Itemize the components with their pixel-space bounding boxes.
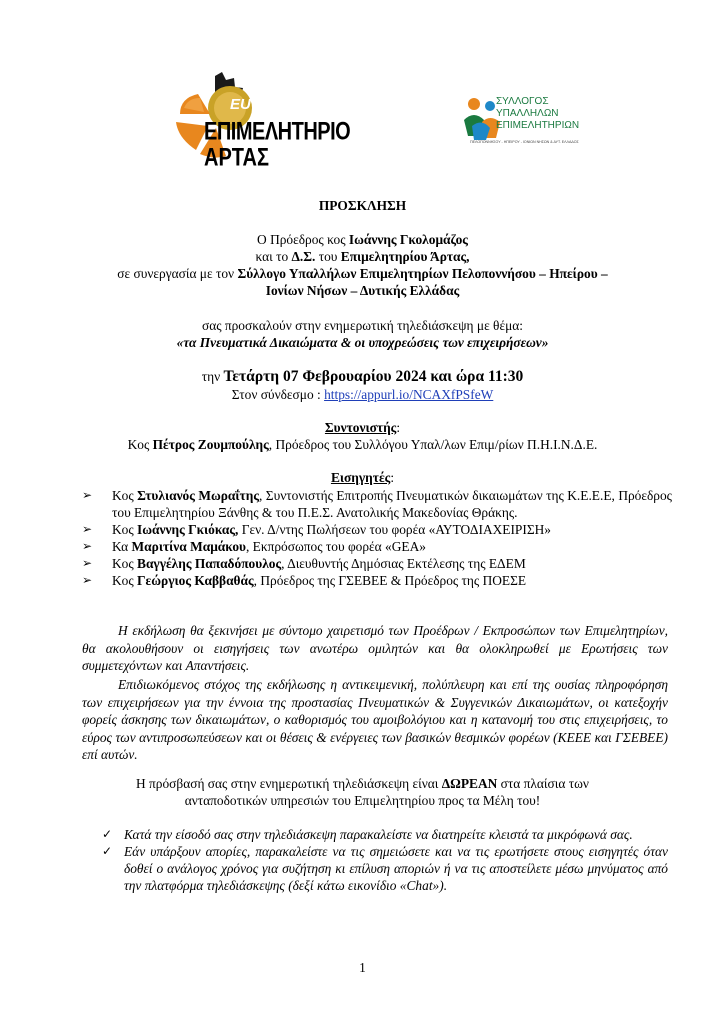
intro-line-2 [60,249,665,265]
association-logo-text-2: ΥΠΑΛΛΗΛΩΝ [496,108,559,119]
page-title: ΠΡΟΣΚΛΗΣΗ [318,198,407,213]
association-logo-text-1: ΣΥΛΛΟΓΟΣ [496,96,549,107]
speaker-item: ➢ Κος Ιωάννης Γκιόκας, Γεν. Δ/ντης Πωλήσεων του φορέα «ΑΥΤΟΔΙΑΧΕΙΡΙΣΗ» [82,522,551,537]
intro-line-3 [60,266,665,282]
free-label: ΔΩΡΕΑΝ [441,776,498,791]
page-number: 1 [359,960,366,975]
meeting-link[interactable]: https://appurl.io/NCAXfPSfeW [324,387,494,402]
checkmark-icon: ✓ [102,827,113,841]
chamber-logo [150,68,360,172]
event-date [60,368,665,386]
speaker-item: ➢ Κος Στυλιανός Μωραΐτης, Συντονιστής Επιτροπής Πνευματικών δικαιωμάτων της Κ.Ε.Ε.Ε, Πρόεδρος του Επιμελητηρίου Ξάνθης & του Π.Ε.Σ. Ανατολικής Μακεδονίας Θράκης. [82,488,672,520]
president-name: Ιωάννης Γκολομάζος [348,232,468,247]
date-value: Τετάρτη 07 Φεβρουαρίου 2024 και ώρα 11:30 [223,368,524,385]
arrow-bullet-icon: ➢ [82,522,93,536]
intro-text: Ο Πρόεδρος κος [257,232,349,247]
coordinator-line [60,437,665,453]
title-prefix: Κος [127,437,153,452]
chamber-logo-text-2: ΑΡΤΑΣ [204,144,269,172]
note-item: ✓ Εάν υπάρξουν απορίες, παρακαλείστε να τις σημειώσετε και να τις ερωτήσετε στους εισηγητές όταν δοθεί ο ανάλογος χρόνος για συζήτηση κι επίλυση αποριών ή να τις αποστείλετε μέσω μηνύματος από την πλατφόρμα τηλεδιάσκεψης (δεξί κάτω εικονίδιο «Chat»). [102,844,668,893]
intro-line-4: Ιονίων Νήσων – Δυτικής Ελλάδας [265,283,460,298]
access-line-2: ανταποδοτικών υπηρεσιών του Επιμελητηρίου προς τα Μέλη του! [184,793,541,808]
coordinator-name: Πέτρος Ζουμπούλης [152,437,269,452]
intro-line-1 [60,232,665,248]
board-abbr: Δ.Σ. [291,249,316,264]
chamber-name: Επιμελητηρίου Άρτας, [340,249,470,264]
chamber-logo-badge: EU [230,96,251,113]
intro-text: και το [255,249,292,264]
access-text: Η πρόσβασή σας στην ενημερωτική τηλεδιάσκεψη είναι [136,776,442,791]
arrow-bullet-icon: ➢ [82,556,93,570]
paragraph-goal: Επιδιωκόμενος στόχος της εκδήλωσης η αντικειμενική, πολύπλευρη και επί της ουσίας πληροφόρηση των επιχειρήσεων για την έννοια της προστασίας Πνευματικών & Συγγενικών Δικαιωμάτων, οι κατεξοχήν φορείς άσκησης των δικαιωμάτων, ο καθορισμός του αμοιβολόγιου και η κατανομή του στις επιχειρήσεις, το εύρος των αντιπροσωπεύσεων και οι θέσεις & ενέργειες των βασικών θεσμικών φορέων (ΚΕΕΕ και ΓΣΕΒΕΕ) επί αυτών. [82,677,668,762]
colon: : [396,420,401,435]
topic-line-1: σας προσκαλούν στην ενημερωτική τηλεδιάσκεψη με θέμα: [201,318,524,333]
coordinator-heading [60,420,665,436]
link-label: Στον σύνδεσμο : [231,387,325,402]
speaker-item: ➢ Κος Γεώργιος Καββαθάς, Πρόεδρος της ΓΣΕΒΕΕ & Πρόεδρος της ΠΟΕΣΕ [82,573,527,588]
arrow-bullet-icon: ➢ [82,539,93,553]
date-prefix: την [201,369,224,384]
arrow-bullet-icon: ➢ [82,488,93,502]
speaker-item: ➢ Κα Μαριτίνα Μαμάκου, Εκπρόσωπος του φορέα «GEA» [82,539,426,554]
chamber-logo-text-1: ΕΠΙΜΕΛΗΤΗΡΙΟ [204,118,351,146]
speakers-heading [60,470,665,486]
intro-text: σε συνεργασία με τον [117,266,238,281]
intro-text: του [315,249,341,264]
paragraph-opening: Η εκδήλωση θα ξεκινήσει με σύντομο χαιρετισμό των Προέδρων / Εκπροσώπων των Επιμελητηρίων, θα ακολουθήσουν οι εισηγήσεις των ανωτέρω ομιλητών και θα ολοκληρωθεί με Ερωτήσεις των συμμετεχόντων και Απαντήσεις. [82,623,668,673]
checkmark-icon: ✓ [102,844,113,858]
association-logo-caption: ΠΕΛΟΠΟΝΝΗΣΟΥ - ΗΠΕΙΡΟΥ - ΙΟΝΙΩΝ ΝΗΣΩΝ & ΔΥΤ. ΕΛΛΑΔΟΣ [470,140,579,144]
association-name: Σύλλογο Υπαλλήλων Επιμελητηρίων Πελοποννήσου – Ηπείρου – [237,266,608,281]
colon: : [390,470,395,485]
access-text: στα πλαίσια των [497,776,589,791]
access-line-1 [60,776,665,792]
note-item: ✓ Κατά την είσοδό σας στην τηλεδιάσκεψη παρακαλείστε να διατηρείτε κλειστά τα μικρόφωνά σας. [102,827,633,842]
speakers-list [82,487,672,589]
event-link-line [60,387,665,403]
notes-list [102,826,668,894]
topic-title: «τα Πνευματικά Δικαιώματα & οι υποχρεώσεις των επιχειρήσεων» [176,335,549,350]
coordinator-role: , Πρόεδρος του Συλλόγου Υπαλ/λων Επιμ/ρίων Π.Η.Ι.Ν.Δ.Ε. [268,437,598,452]
association-logo [462,92,592,156]
arrow-bullet-icon: ➢ [82,573,93,587]
association-logo-text-3: ΕΠΙΜΕΛΗΤΗΡΙΩΝ [496,120,580,131]
speakers-label: Εισηγητές [330,470,391,485]
speaker-item: ➢ Κος Βαγγέλης Παπαδόπουλος, Διευθυντής Δημόσιας Εκτέλεσης της ΕΔΕΜ [82,556,526,571]
coordinator-label: Συντονιστής [324,420,397,435]
